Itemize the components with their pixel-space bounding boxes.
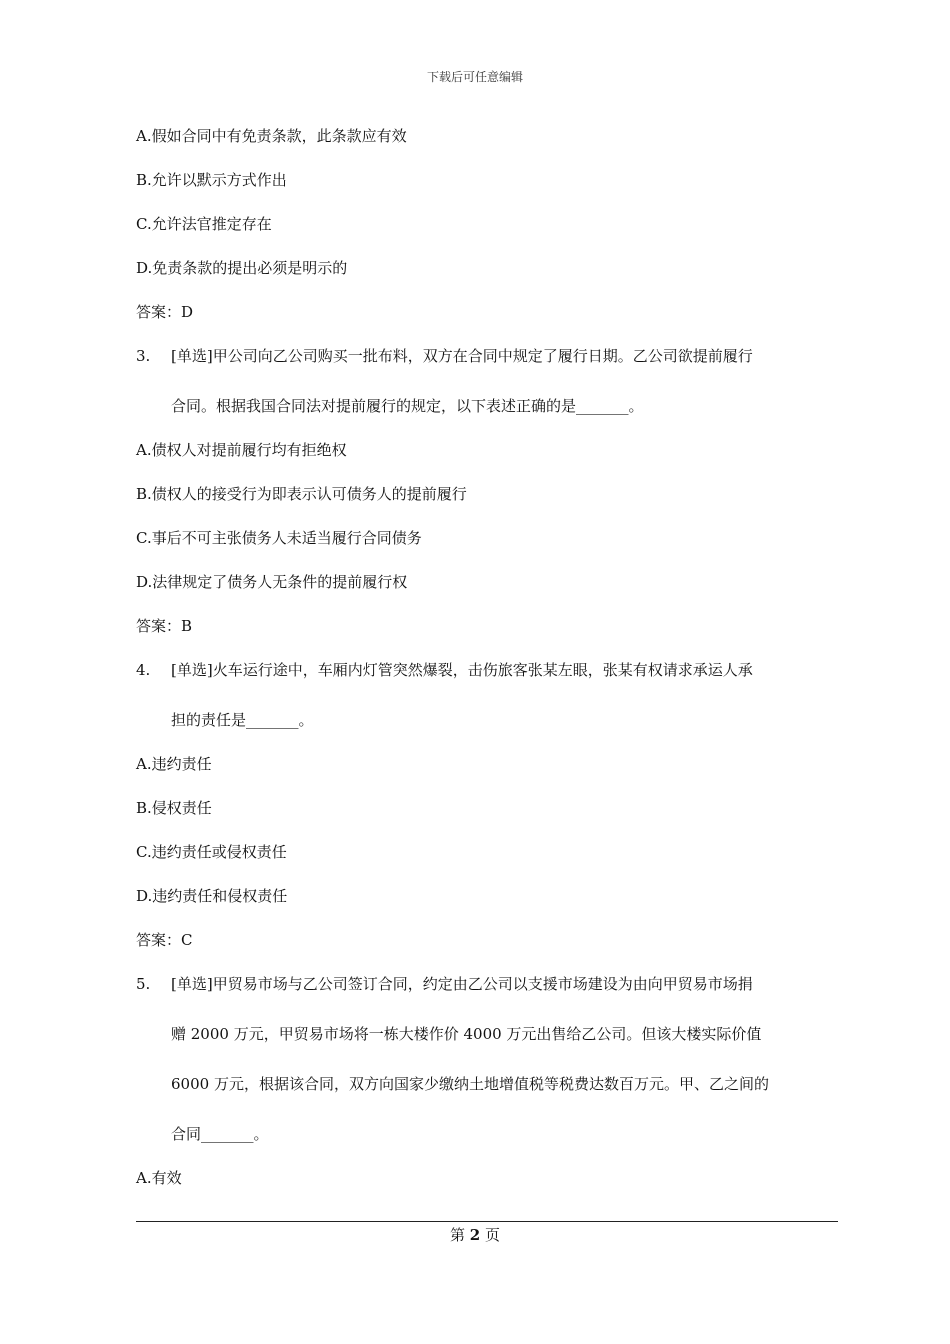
q3-number: 3.	[136, 347, 151, 365]
q2-option-b: B.允许以默示方式作出	[136, 171, 287, 189]
q5-text-line-4: 合同_______。	[171, 1125, 269, 1143]
q4-option-a: A.违约责任	[136, 755, 212, 773]
q4-option-c: C.违约责任或侵权责任	[136, 843, 287, 861]
q4-text-line-2: 担的责任是_______。	[171, 711, 314, 729]
q2-answer: 答案：D	[136, 303, 194, 321]
page-footer	[0, 1225, 950, 1245]
q5-text-line-1: [单选]甲贸易市场与乙公司签订合同，约定由乙公司以支援市场建设为由向甲贸易市场捐	[171, 975, 753, 993]
q3-option-d: D.法律规定了债务人无条件的提前履行权	[136, 573, 408, 591]
q3-text-line-1: [单选]甲公司向乙公司购买一批布料，双方在合同中规定了履行日期。乙公司欲提前履行	[171, 347, 753, 365]
q4-answer: 答案：C	[136, 931, 193, 949]
q2-option-d: D.免责条款的提出必须是明示的	[136, 259, 348, 277]
q3-option-a: A.债权人对提前履行均有拒绝权	[136, 441, 347, 459]
q3-option-b: B.债权人的接受行为即表示认可债务人的提前履行	[136, 485, 467, 503]
q4-option-d: D.违约责任和侵权责任	[136, 887, 288, 905]
page-header: 下载后可任意编辑	[426, 70, 523, 84]
q5-option-a: A.有效	[136, 1169, 182, 1187]
footer-suffix: 页	[485, 1226, 501, 1244]
footer-divider	[136, 1221, 838, 1222]
q2-option-c: C.允许法官推定存在	[136, 215, 272, 233]
q3-text-line-2: 合同。根据我国合同法对提前履行的规定，以下表述正确的是_______。	[171, 397, 644, 415]
q5-number: 5.	[136, 975, 151, 993]
q5-text-line-3: 6000 万元，根据该合同，双方向国家少缴纳土地增值税等税费达数百万元。甲、乙之间的	[171, 1075, 769, 1093]
page-number: 2	[469, 1226, 481, 1244]
q4-option-b: B.侵权责任	[136, 799, 212, 817]
q3-answer: 答案：B	[136, 617, 193, 635]
q3-option-c: C.事后不可主张债务人未适当履行合同债务	[136, 529, 422, 547]
q5-text-line-2: 赠 2000 万元，甲贸易市场将一栋大楼作价 4000 万元出售给乙公司。但该大楼实际价值	[171, 1025, 762, 1043]
q2-option-a: A.假如合同中有免责条款，此条款应有效	[136, 127, 407, 145]
q4-text-line-1: [单选]火车运行途中，车厢内灯管突然爆裂，击伤旅客张某左眼，张某有权请求承运人承	[171, 661, 753, 679]
footer-prefix: 第	[449, 1226, 465, 1244]
q4-number: 4.	[136, 661, 151, 679]
